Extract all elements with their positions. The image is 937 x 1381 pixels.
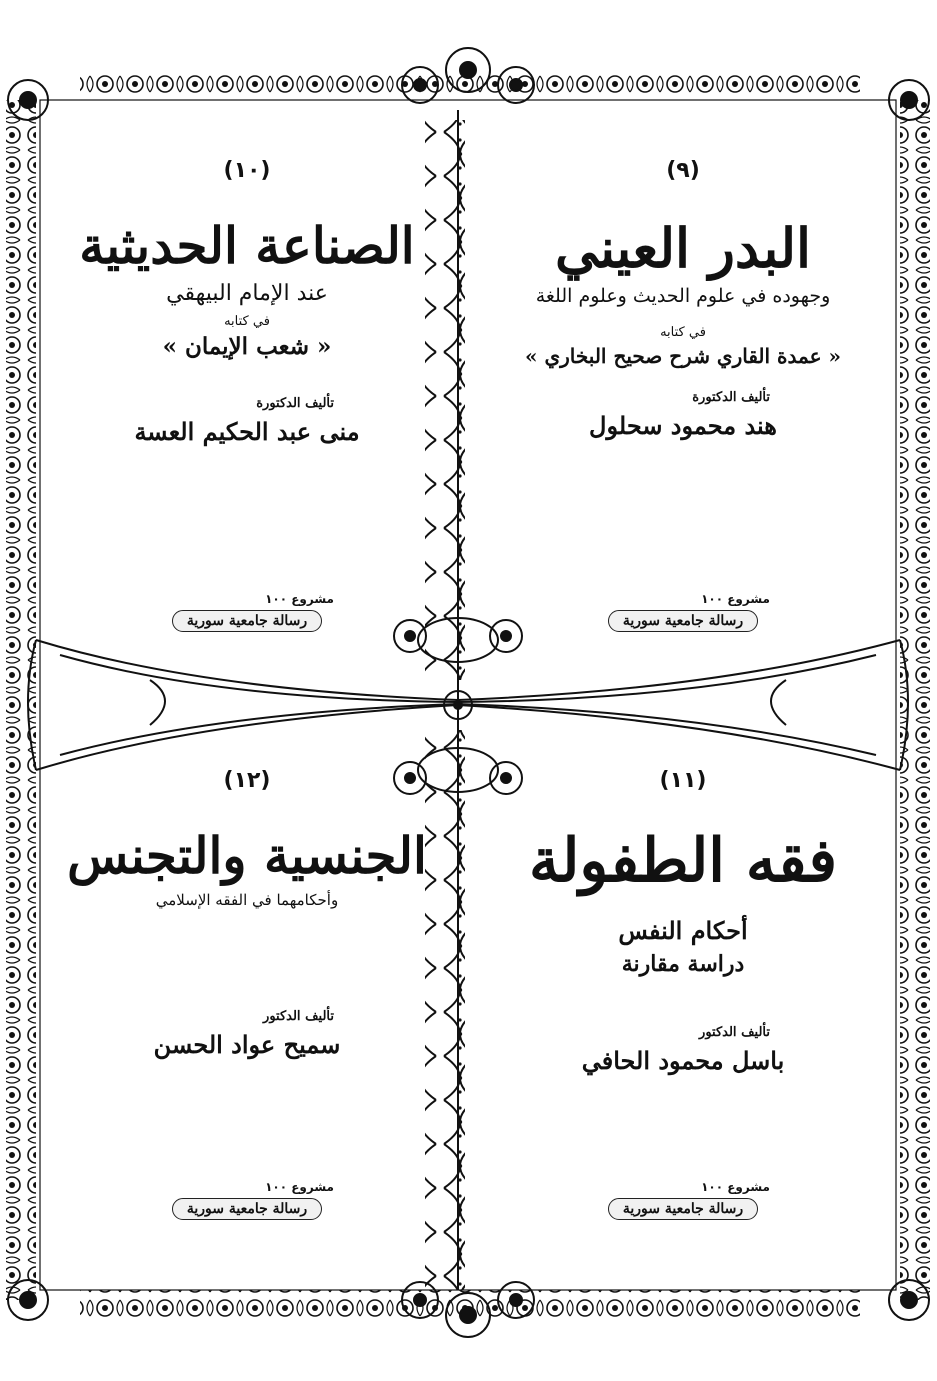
source-book-title: « عمدة القاري شرح صحيح البخاري » bbox=[525, 344, 841, 369]
book-subtitle: وجهوده في علوم الحديث وعلوم اللغة bbox=[535, 285, 831, 308]
book-panel-9 bbox=[478, 150, 888, 650]
book-number: (١٢) bbox=[223, 768, 271, 793]
book-title: فقه الطفولة bbox=[528, 826, 838, 896]
project-block bbox=[478, 1180, 888, 1220]
author-name: منى عبد الحكيم العسة bbox=[134, 416, 360, 446]
author-label: تأليف الدكتور bbox=[699, 1025, 770, 1040]
book-subtitle: عند الإمام البيهقي bbox=[166, 280, 328, 306]
author-label: تأليف الدكتورة bbox=[256, 395, 334, 411]
book-panel-12 bbox=[42, 760, 452, 1260]
author-name: هند محمود سحلول bbox=[589, 411, 777, 441]
project-block bbox=[42, 1180, 452, 1220]
project-label: مشروع ١٠٠ bbox=[701, 592, 770, 606]
author-name: سميح عواد الحسن bbox=[153, 1029, 341, 1059]
book-panel-11 bbox=[478, 760, 888, 1260]
author-name: باسل محمود الحافي bbox=[581, 1046, 785, 1075]
author-label: تأليف الدكتورة bbox=[692, 390, 770, 406]
book-title: الجنسية والتجنس bbox=[67, 826, 427, 885]
project-block bbox=[42, 592, 452, 632]
project-badge: رسالة جامعية سورية bbox=[172, 610, 322, 632]
project-badge: رسالة جامعية سورية bbox=[172, 1198, 322, 1220]
book-number: (٩) bbox=[666, 158, 700, 183]
book-subtitle-2: دراسة مقارنة bbox=[621, 951, 745, 977]
in-book-label: في كتابه bbox=[224, 313, 270, 329]
book-title: الصناعة الحديثية bbox=[79, 216, 415, 275]
author-label: تأليف الدكتور bbox=[263, 1008, 334, 1024]
project-label: مشروع ١٠٠ bbox=[265, 1180, 334, 1194]
project-label: مشروع ١٠٠ bbox=[265, 592, 334, 606]
book-subtitle: وأحكامهما في الفقه الإسلامي bbox=[155, 890, 339, 909]
book-number: (١٠) bbox=[223, 158, 271, 183]
book-panel-10 bbox=[42, 150, 452, 650]
book-subtitle: أحكام النفس bbox=[618, 916, 748, 945]
project-label: مشروع ١٠٠ bbox=[701, 1180, 770, 1194]
source-book-title: « شعب الإيمان » bbox=[162, 332, 332, 360]
book-number: (١١) bbox=[659, 768, 707, 793]
project-block bbox=[478, 592, 888, 632]
in-book-label: في كتابه bbox=[660, 325, 706, 341]
book-title: البدر العيني bbox=[554, 216, 812, 280]
project-badge: رسالة جامعية سورية bbox=[608, 610, 758, 632]
project-badge: رسالة جامعية سورية bbox=[608, 1198, 758, 1220]
